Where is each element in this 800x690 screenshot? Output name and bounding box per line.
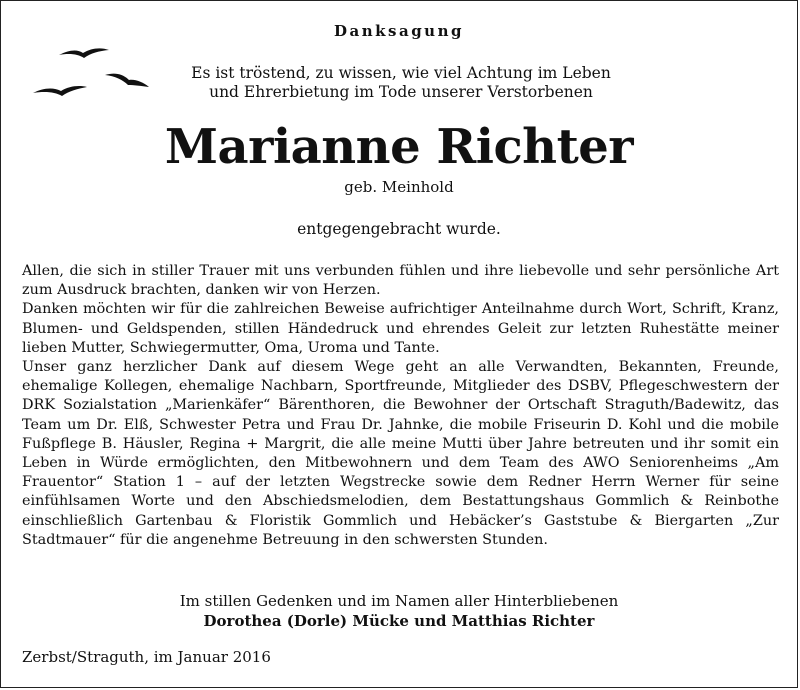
flying-birds-icon bbox=[31, 41, 171, 103]
paragraph-thanks: Allen, die sich in stiller Trauer mit uns verbunden fühlen und ihre liebevolle und sehr persönliche Art zum Ausdruck brachten, danken wir von Herzen. bbox=[22, 263, 779, 299]
birth-name: geb. Meinhold bbox=[344, 178, 454, 196]
quote-end: entgegengebracht wurde. bbox=[297, 220, 501, 238]
paragraph-acknowledgements: Unser ganz herzlicher Dank auf diesem Wege geht an alle Verwandten, Bekannten, Freunde, ehemalige Kollegen, ehemalige Nachbarn, Sportfreunde, Mitglieder des DSBV, Pflegeschwestern der DRK Sozialstation „Marienkäfer“ Bärenthoren, die Bewohner der Ortschaft Straguth/Badewitz, das Team um Dr. Elß, Schwester Petra und Frau Dr. Jahnke, die mobile Friseurin D. Kohl und die mobile Fußpflege B. Häusler, Regina + Margrit, die alle meine Mutti über Jahre betreuten und ihr somit ein Leben in Würde ermöglichten, den Mitbewohnern und dem Team des AWO Seniorenheims „Am Frauentor“ Station 1 – auf der letzten Wegstrecke sowie dem Redner Herrn Werner für seine einfühlsamen Worte und den Abschiedsmelodien, dem Bestattungshaus Gommlich & Reinbothe einschließlich Gartenbau & Floristik Gommlich und Hebäcker’s Gaststube & Biergarten „Zur Stadtmauer“ für die angenehme Betreuung in den schwersten Stunden. bbox=[22, 359, 779, 548]
heading: Danksagung bbox=[334, 22, 464, 40]
quote-line-2: und Ehrerbietung im Tode unserer Verstorbenen bbox=[209, 83, 593, 101]
quote bbox=[181, 64, 621, 102]
paragraph-condolences: Danken möchten wir für die zahlreichen Beweise aufrichtiger Anteilnahme durch Wort, Schrift, Kranz, Blumen- und Geldspenden, stillen Händedruck und ehrendes Geleit zur letzten Ruhestätte meiner lieben Mutter, Schwiegermutter, Oma, Uroma und Tante. bbox=[22, 301, 779, 356]
place-date: Zerbst/Straguth, im Januar 2016 bbox=[22, 648, 271, 666]
closing bbox=[1, 591, 797, 631]
signers: Dorothea (Dorle) Mücke und Matthias Richter bbox=[203, 612, 595, 630]
deceased-name: Marianne Richter bbox=[164, 119, 634, 175]
quote-line-1: Es ist tröstend, zu wissen, wie viel Achtung im Leben bbox=[191, 64, 611, 82]
closing-line: Im stillen Gedenken und im Namen aller Hinterbliebenen bbox=[179, 592, 619, 610]
body-text bbox=[22, 262, 779, 550]
